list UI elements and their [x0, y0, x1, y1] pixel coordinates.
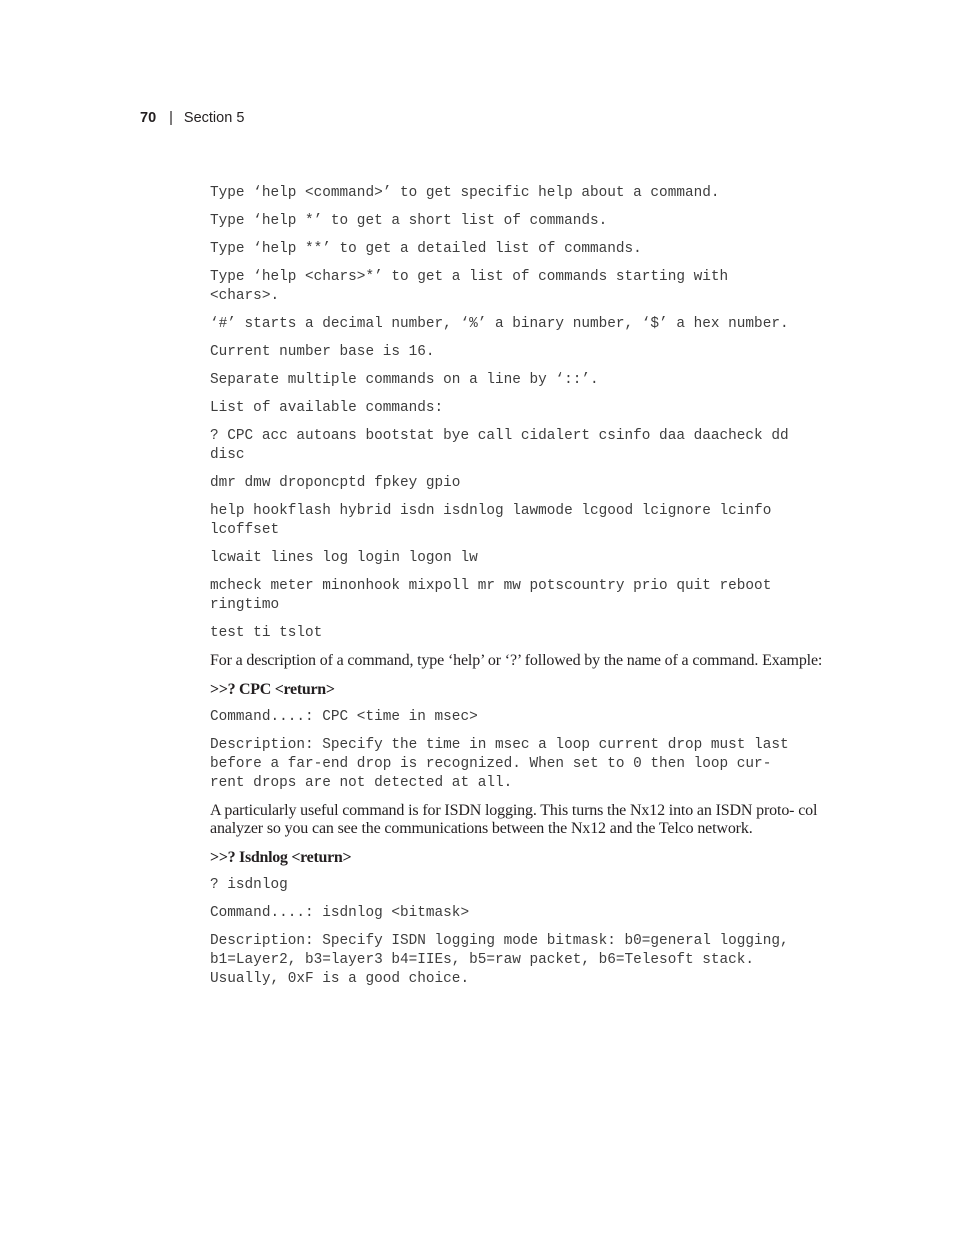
- help-line-chars: Type ‘help <chars>*’ to get a list of commands starting with <chars>.: [210, 269, 729, 304]
- isdnlog-command-example: >>? Isdnlog <return>: [210, 848, 352, 866]
- help-line-short-list: Type ‘help *’ to get a short list of commands.: [210, 213, 608, 229]
- command-list-row: dmr dmw droponcptd fpkey gpio: [210, 475, 461, 491]
- command-list-row: test ti tslot: [210, 625, 323, 641]
- command-list-row: lcwait lines log login logon lw: [210, 550, 478, 566]
- running-header: [140, 108, 244, 128]
- number-base-line: Current number base is 16.: [210, 344, 435, 360]
- separator-line: Separate multiple commands on a line by ‘::’.: [210, 372, 599, 388]
- command-list-row: mcheck meter minonhook mixpoll mr mw potscountry prio quit reboot ringtimo: [210, 578, 772, 613]
- command-list-heading: List of available commands:: [210, 400, 444, 416]
- header-separator: |: [169, 110, 173, 126]
- command-list-row: ? CPC acc autoans bootstat bye call cidalert csinfo daa daacheck dd disc: [210, 428, 789, 463]
- number-prefix-line: ‘#’ starts a decimal number, ‘%’ a binary number, ‘$’ a hex number.: [210, 316, 789, 332]
- cpc-command-syntax: Command....: CPC <time in msec>: [210, 708, 478, 725]
- isdnlog-command-description: Description: Specify ISDN logging mode bitmask: b0=general logging, b1=Layer2, b3=layer3 b4=IIEs, b5=raw packet, b6=Telesoft stack. Usually, 0xF is a good choice.: [210, 932, 789, 987]
- description-paragraph: For a description of a command, type ‘help’ or ‘?’ followed by the name of a command. Example:: [210, 652, 823, 669]
- help-line-command: Type ‘help <command>’ to get specific help about a command.: [210, 185, 720, 201]
- section-title: Section 5: [183, 110, 245, 126]
- cpc-command-example: >>? CPC <return>: [210, 680, 335, 698]
- page-body: [210, 184, 846, 998]
- isdn-logging-paragraph: A particularly useful command is for ISDN logging. This turns the Nx12 into an ISDN proto- col analyzer so you can see the communications between the Nx12 and the Telco network.: [210, 801, 818, 837]
- cpc-command-description: Description: Specify the time in msec a loop current drop must last before a far-end drop is recognized. When set to 0 then loop cur- rent drops are not detected at all.: [210, 736, 789, 791]
- help-line-detailed-list: Type ‘help **’ to get a detailed list of commands.: [210, 241, 642, 257]
- isdnlog-echo: ? isdnlog: [210, 876, 288, 893]
- command-list-row: help hookflash hybrid isdn isdnlog lawmode lcgood lcignore lcinfo lcoffset: [210, 503, 772, 538]
- page-number: 70: [140, 110, 157, 126]
- isdnlog-command-syntax: Command....: isdnlog <bitmask>: [210, 904, 470, 921]
